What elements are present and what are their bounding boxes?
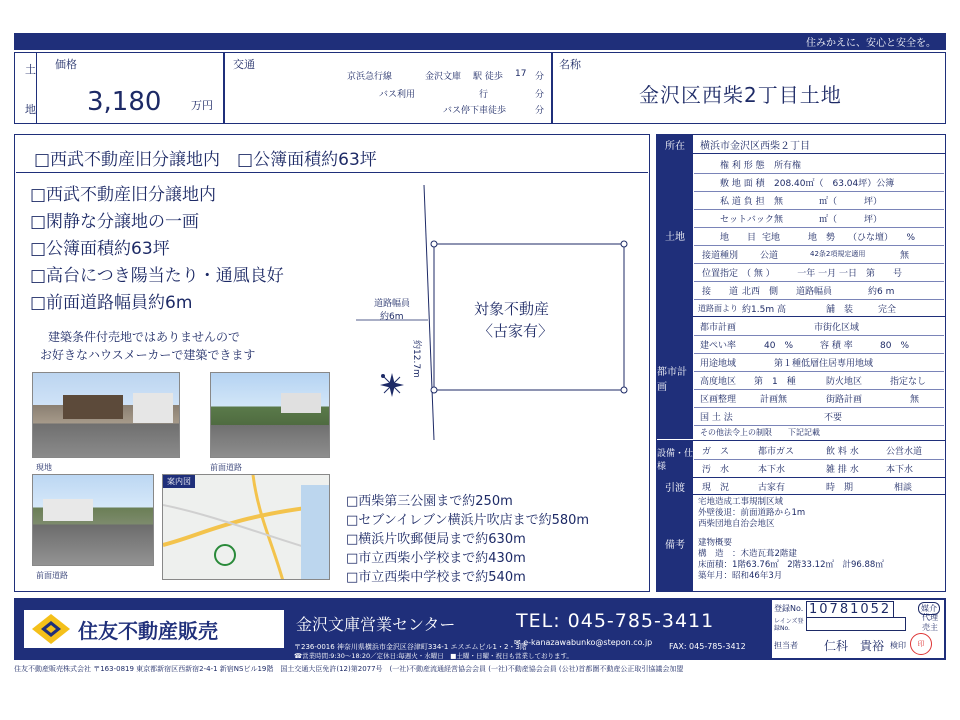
remark-line: 宅地造成工事規制区域 bbox=[698, 497, 784, 507]
plan-row bbox=[694, 318, 944, 334]
access-bus-dest: 行 bbox=[479, 90, 489, 100]
name-box bbox=[552, 52, 946, 124]
nearby-item: □市立西柴小学校まで約430m bbox=[346, 551, 526, 566]
access-station: 金沢文庫 bbox=[425, 72, 462, 82]
access-minutes: 17 bbox=[515, 69, 527, 79]
office-tel: TEL: 045-785-3411 bbox=[516, 610, 715, 632]
access-label: 交通 bbox=[233, 58, 255, 71]
row-key: 用途地域 bbox=[700, 358, 737, 369]
row-value: 無 ㎡（ 坪） bbox=[774, 214, 883, 225]
row-key: 敷 地 面 積 bbox=[720, 178, 765, 189]
coverage-row bbox=[694, 336, 944, 352]
address-row bbox=[694, 135, 944, 153]
equipment-label: 設備・仕様 bbox=[657, 441, 693, 477]
position-row bbox=[694, 264, 944, 280]
row-key: 道路面より bbox=[698, 303, 738, 313]
row-value: 40 % bbox=[764, 340, 794, 351]
point-item: □閑静な分譲地の一画 bbox=[30, 212, 200, 232]
land-label: 土地 bbox=[657, 154, 693, 316]
tagline: 住みかえに、安心と安全を。 bbox=[806, 38, 936, 49]
row-key: 防火地区 bbox=[826, 376, 863, 387]
office-address: 〒236-0016 神奈川県横浜市金沢区谷津町334-1 エスエムビル1・2・3階 bbox=[294, 643, 527, 651]
handover-row bbox=[694, 478, 944, 494]
office-name: 金沢文庫営業センター bbox=[296, 615, 456, 634]
rights-row bbox=[694, 156, 944, 172]
access-bus-unit: 分 bbox=[535, 90, 545, 100]
condition-note bbox=[40, 328, 255, 364]
row-key: 位置指定 bbox=[702, 268, 739, 279]
row-value: 宅地 bbox=[762, 232, 781, 243]
office-email: ✉ e-kanazawabunko@stepon.co.jp bbox=[514, 638, 653, 647]
registration-box bbox=[772, 600, 944, 658]
row-key: 国 土 法 bbox=[700, 412, 733, 423]
row-value: （ 無 ） 一年 一月 一日 第 号 bbox=[742, 268, 902, 279]
row-value: 古家有 bbox=[758, 482, 786, 493]
row-key: 汚 水 bbox=[702, 464, 730, 475]
row-key: 権 利 形 態 bbox=[720, 160, 765, 171]
height-row bbox=[694, 372, 944, 388]
property-note: 〈古家有〉 bbox=[478, 322, 554, 340]
road-width-value: 約6m bbox=[380, 312, 404, 322]
setback-row bbox=[694, 210, 944, 226]
reg-number: 10781052 bbox=[806, 601, 894, 618]
row-value: 80 % bbox=[880, 340, 910, 351]
remark-line: 築年月：昭和46年3月 bbox=[698, 571, 783, 581]
row-key: セットバック bbox=[720, 214, 774, 225]
row-key: 接道種別 bbox=[702, 250, 739, 261]
headline: □西武不動産旧分譲地内 □公簿面積約63坪 bbox=[34, 150, 377, 170]
row-key: 街路計画 bbox=[826, 394, 863, 405]
reins-label: レインズ登録No. bbox=[774, 618, 804, 632]
row-key: 地 勢 bbox=[808, 232, 836, 243]
row-key: 都市計画 bbox=[700, 322, 737, 333]
access-walk: 駅 徒歩 bbox=[473, 72, 503, 82]
row-value: 本下水 bbox=[758, 464, 786, 475]
note-line: お好きなハウスメーカーで建築できます bbox=[40, 348, 256, 362]
landcat-row bbox=[694, 228, 944, 244]
city-plan-label: 都市計画 bbox=[657, 317, 693, 439]
row-value: 北西 側 道路幅員 約6 m bbox=[742, 286, 895, 297]
access-bus: バス利用 bbox=[379, 90, 416, 100]
row-value: 公道 bbox=[760, 250, 779, 261]
nearby-item: □西柴第三公園まで約250m bbox=[346, 494, 513, 509]
office-fax: FAX: 045-785-3412 bbox=[669, 642, 746, 651]
photo-road-1 bbox=[210, 372, 330, 458]
top-banner bbox=[14, 33, 946, 50]
row-value: 都市ガス bbox=[758, 446, 795, 457]
gas-row bbox=[694, 442, 944, 458]
nearby-item: □横浜片吹郵便局まで約630m bbox=[346, 532, 526, 547]
elevation-row bbox=[694, 300, 944, 316]
price-label: 価格 bbox=[55, 58, 77, 71]
row-key: 42条2項規定適用 bbox=[810, 250, 866, 258]
row-key: 時 期 bbox=[826, 482, 854, 493]
road-type-row bbox=[694, 246, 944, 262]
guide-map bbox=[162, 474, 330, 580]
nearby-list bbox=[346, 492, 589, 587]
agent-label: 担当者 bbox=[774, 641, 798, 650]
map-title: 案内図 bbox=[163, 475, 195, 488]
side-label-top: 土 bbox=[25, 63, 36, 76]
landlaw-row bbox=[694, 408, 944, 424]
address-value: 横浜市金沢区西柴２丁目 bbox=[700, 140, 810, 152]
remarks bbox=[698, 497, 884, 582]
row-value: （ひな壇） % bbox=[848, 232, 916, 243]
handover-label: 引渡 bbox=[657, 478, 693, 494]
row-value: 相談 bbox=[894, 482, 913, 493]
row-value: 不要 bbox=[824, 412, 843, 423]
name-label: 名称 bbox=[559, 58, 581, 71]
row-key: 地 目 bbox=[720, 232, 757, 243]
compass-icon bbox=[380, 373, 404, 397]
row-key: 建ぺい率 bbox=[700, 340, 737, 351]
access-bus-walk: バス停下車徒歩 bbox=[443, 106, 507, 116]
kind-seller: 売主 bbox=[922, 623, 938, 632]
nearby-item: □市立西柴中学校まで約540m bbox=[346, 570, 526, 585]
kind-proxy: 代理 bbox=[922, 613, 938, 622]
remark-line: 床面積：1階63.76㎡ 2階33.12㎡ 計96.88㎡ bbox=[698, 560, 884, 570]
reins-field bbox=[806, 617, 906, 631]
row-value: 第１種低層住居専用地域 bbox=[774, 358, 874, 369]
road-width-label: 道路幅員 bbox=[374, 299, 411, 309]
address-label: 所在 bbox=[657, 135, 693, 153]
agent-name: 仁科 貴裕 bbox=[824, 639, 885, 653]
row-value: 公営水道 bbox=[886, 446, 923, 457]
row-key: 容 積 率 bbox=[820, 340, 853, 351]
side-length: 約12.7m bbox=[411, 340, 421, 378]
frontage-row bbox=[694, 282, 944, 298]
row-key: 舗 装 bbox=[826, 304, 854, 315]
row-value: 無 bbox=[900, 250, 910, 261]
point-item: □公簿面積約63坪 bbox=[30, 239, 170, 259]
price-value: 3,180 bbox=[87, 87, 162, 117]
row-value: 計画無 bbox=[760, 394, 788, 405]
access-line: 京浜急行線 bbox=[347, 72, 393, 82]
row-key: ガ ス bbox=[702, 446, 730, 457]
row-key: 接 道 bbox=[702, 286, 739, 297]
check-label: 検印 bbox=[890, 641, 906, 650]
side-label-bottom: 地 bbox=[25, 103, 36, 116]
price-box bbox=[14, 52, 224, 124]
row-value: 無 bbox=[910, 394, 920, 405]
row-value: 市街化区域 bbox=[814, 322, 860, 333]
row-value: 指定なし bbox=[890, 376, 927, 387]
company-logo bbox=[24, 610, 284, 648]
row-value: 第 1 種 bbox=[754, 376, 796, 387]
row-key: 飲 料 水 bbox=[826, 446, 859, 457]
note-line: 建築条件付売地ではありませんので bbox=[48, 330, 241, 344]
point-item: □前面道路幅員約6m bbox=[30, 293, 193, 313]
photo-road-2 bbox=[32, 474, 154, 566]
row-key: 雑 排 水 bbox=[826, 464, 859, 475]
row-value: 無 ㎡（ 坪） bbox=[774, 196, 883, 207]
office-hours: ☎営業時間:9:30〜18:20／定休日:毎週火・水曜日 ■土曜・日曜・祝日も営業しております。 bbox=[294, 652, 573, 660]
remark-line: 建物概要 bbox=[698, 538, 733, 548]
sewage-row bbox=[694, 460, 944, 476]
selling-points bbox=[30, 180, 284, 315]
other-law-row bbox=[694, 426, 944, 439]
reg-label: 登録No. bbox=[774, 604, 804, 613]
row-value: 下記記載 bbox=[788, 428, 820, 437]
zone-row bbox=[694, 354, 944, 370]
property-label: 対象不動産 bbox=[474, 300, 550, 318]
area-row bbox=[694, 174, 944, 190]
private-road-row bbox=[694, 192, 944, 208]
remarks-label: 備考 bbox=[657, 495, 693, 591]
point-item: □西武不動産旧分譲地内 bbox=[30, 185, 217, 205]
access-bus-walk-unit: 分 bbox=[535, 106, 545, 116]
remark-line: 西柴団地自治会地区 bbox=[698, 519, 775, 529]
row-key: 高度地区 bbox=[700, 376, 737, 387]
seal-stamp: 印 bbox=[910, 633, 932, 655]
price-unit: 万円 bbox=[191, 99, 213, 112]
access-unit: 分 bbox=[535, 72, 545, 82]
remark-line: 外壁後退：前面道路から1m bbox=[698, 508, 806, 518]
footer-text: 住友不動産販売株式会社 〒163-0819 東京都新宿区西新宿2-4-1 新宿NSビル19階 国土交通大臣免許(12)第2077号 (一社)不動産流通経営協会会員 (一社)不動産協会会員 (公社)首都圏不動産公正取引協議会加盟 bbox=[14, 665, 684, 673]
row-value: 完全 bbox=[878, 304, 897, 315]
logo-icon bbox=[30, 612, 72, 646]
readjust-row bbox=[694, 390, 944, 406]
photo-site bbox=[32, 372, 180, 458]
kind-agent: 媒介 bbox=[918, 602, 940, 615]
point-item: □高台につき陽当たり・通風良好 bbox=[30, 266, 284, 286]
photo-caption: 前面道路 bbox=[210, 463, 242, 472]
row-key: 区画整理 bbox=[700, 394, 737, 405]
nearby-item: □セブンイレブン横浜片吹店まで約580m bbox=[346, 513, 590, 528]
photo-caption: 前面道路 bbox=[36, 571, 68, 580]
row-key: その他法令上の制限 bbox=[700, 428, 772, 437]
company-name: 住友不動産販売 bbox=[78, 618, 218, 643]
row-value: 約1.5m 高 bbox=[742, 304, 786, 315]
company-bar bbox=[14, 598, 946, 660]
row-key: 私 道 負 担 bbox=[720, 196, 765, 207]
property-name: 金沢区西柴2丁目土地 bbox=[639, 83, 842, 107]
remark-line bbox=[698, 530, 884, 538]
access-box bbox=[224, 52, 552, 124]
photo-caption: 現地 bbox=[36, 463, 52, 472]
row-value: 本下水 bbox=[886, 464, 914, 475]
remark-line: 構 造 ：木造瓦葺2階建 bbox=[698, 549, 797, 559]
row-value: 所有権 bbox=[774, 160, 802, 171]
row-key: 現 況 bbox=[702, 482, 730, 493]
row-value: 208.40㎡（ 63.04坪）公簿 bbox=[774, 178, 895, 189]
